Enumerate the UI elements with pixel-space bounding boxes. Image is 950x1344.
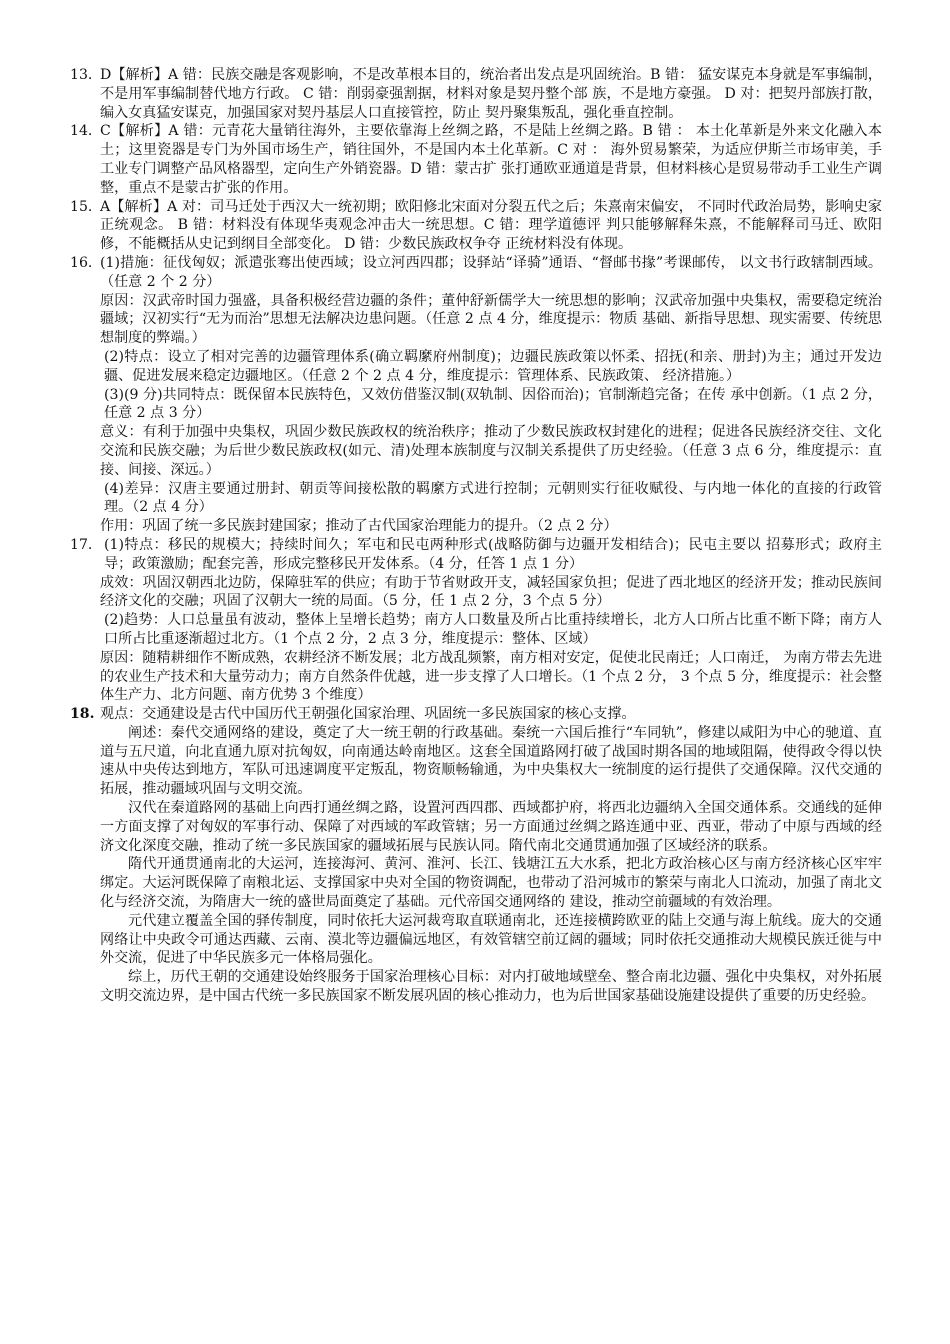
answer-paragraph: 原因：汉武帝时国力强盛，具备积极经营边疆的条件；董仲舒新儒学大一统思想的影响；汉武帝加强中央集权，需要稳定统治疆域；汉初实行“无为而治”思想无法解决边患问题。（任意 2 点 4 分，维度提示：物质 基础、新指导思想、现实需要、传统思想制度的弊端。） bbox=[100, 292, 882, 347]
question-number: 16. bbox=[70, 254, 93, 271]
answer-paragraph: 观点：交通建设是古代中国历代王朝强化国家治理、巩固统一多民族国家的核心支撑。 bbox=[100, 706, 636, 723]
answer-paragraph: 作用：巩固了统一多民族封建国家；推动了古代国家治理能力的提升。（2 点 2 分） bbox=[100, 518, 618, 535]
answer-item-13 bbox=[70, 66, 882, 122]
answer-paragraph: (2)趋势：人口总量虽有波动，整体上呈增长趋势；南方人口数量及所占比重持续增长，北方人口所占比重不断下降；南方人口所占比重逐渐超过北方。（1 个点 2 分，2 点 3 分，维度提示：整体、区域） bbox=[104, 612, 882, 647]
answer-paragraph: 阐述：秦代交通网络的建设，奠定了大一统王朝的行政基础。秦统一六国后推行“车同轨”，修建以咸阳为中心的驰道、直道与五尺道，向北直通九原对抗匈奴，向南通达岭南地区。这套全国道路网打破了战国时期各国的地域阻隔，使得政令得以快速从中央传达到地方，军队可迅速调度平定叛乱，物资顺畅输通，为中央集权大一统制度的运行提供了交通保障。汉代交通的拓展，推动疆域巩固与文明交流。 bbox=[100, 724, 882, 798]
answer-paragraph: (1)特点：移民的规模大；持续时间久；军屯和民屯两种形式(战略防御与边疆开发相结合)；民屯主要以 招募形式；政府主导；政策激励；配套完善，形成完整移民开发体系。（4 分，任答 1 点 1 分） bbox=[104, 536, 882, 572]
answer-paragraph: (2)特点：设立了相对完善的边疆管理体系(确立羁縻府州制度)；边疆民族政策以怀柔、招抚(和亲、册封)为主；通过开发边疆、促进发展来稳定边疆地区。（任意 2 个 2 点 4 分，维度提示：管理体系、民族政策、 经济措施。） bbox=[104, 348, 882, 384]
question-number: 17. bbox=[70, 536, 93, 553]
answer-paragraph: (4)差异：汉唐主要通过册封、朝贡等间接松散的羁縻方式进行控制；元朝则实行征收赋役、与内地一体化的直接的行政管理。（2 点 4 分） bbox=[104, 480, 882, 516]
answer-item-15 bbox=[70, 198, 882, 254]
answer-item-14 bbox=[70, 122, 882, 197]
answer-item-17 bbox=[70, 536, 882, 705]
question-number: 15. bbox=[70, 198, 93, 215]
answer-paragraph: 综上，历代王朝的交通建设始终服务于国家治理核心目标：对内打破地域壁垒、整合南北边疆、强化中央集权，对外拓展文明交流边界，是中国古代统一多民族国家不断发展巩固的核心推动力，也为后世国家基础设施建设提供了重要的历史经验。 bbox=[100, 969, 882, 1005]
answer-paragraph: 原因：随精耕细作不断成熟，农耕经济不断发展；北方战乱频繁，南方相对安定，促使北民南迁；人口南迁， 为南方带去先进的农业生产技术和大量劳动力；南方自然条件优越，进一步支撑了人口增长。（1 个点 2 分， 3 个点 5 分，维度提示：社会整体生产力、北方问题、南方优势 3 个维度） bbox=[100, 649, 882, 704]
answer-paragraph: (3)(9 分)共同特点：既保留本民族特色，又效仿借鉴汉制(双轨制、因俗而治)；官制渐趋完备；在传 承中创新。（1 点 2 分，任意 2 点 3 分） bbox=[104, 386, 882, 422]
answer-paragraph: D【解析】A 错：民族交融是客观影响，不是改革根本目的，统治者出发点是巩固统治。B 错： 猛安谋克本身就是军事编制，不是用军事编制替代地方行政。 C 错：削弱豪强割据，材料对象是契丹整个部 族，不是地方豪强。 D 对：把契丹部族打散，编入女真猛安谋克，加强国家对契丹基层人口直接管控，防止 契丹聚集叛乱，强化垂直控制。 bbox=[100, 67, 882, 121]
answer-sheet bbox=[70, 66, 882, 1006]
question-number: 18. bbox=[70, 706, 95, 723]
answer-paragraph: C【解析】A 错：元青花大量销往海外，主要依靠海上丝绸之路，不是陆上丝绸之路。B 错 ： 本土化革新是外来文化融入本土；这里瓷器是专门为外国市场生产，销往国外，不是国内本土化革新。C 对 ： 海外贸易繁荣，为适应伊斯兰市场审美，手工业专门调整产品风格器型，定向生产外销瓷器。D 错：蒙古扩 张打通欧亚通道是背景，但材料核心是贸易带动手工业生产调整，重点不是蒙古扩张的作用。 bbox=[100, 123, 882, 196]
question-number: 13. bbox=[70, 67, 93, 83]
question-number: 14. bbox=[70, 123, 93, 140]
answer-paragraph: A【解析】A 对：司马迁处于西汉大一统初期；欧阳修北宋面对分裂五代之后；朱熹南宋偏安， 不同时代政治局势，影响史家正统观念。 B 错：材料没有体现华夷观念冲击大一统思想。C 错：理学道德评 判只能够解释朱熹，不能解释司马迁、欧阳修，不能概括从史记到纲目全部变化。 D 错：少数民族政权争夺 正统材料没有体现。 bbox=[100, 198, 882, 253]
answer-paragraph: 隋代开通贯通南北的大运河，连接海河、黄河、淮河、长江、钱塘江五大水系，把北方政治核心区与南方经济核心区牢牢绑定。大运河既保障了南粮北运、支撑国家中央对全国的物资调配，也带动了沿河城市的繁荣与南北人口流动，加强了南北文化与经济交流，为隋唐大一统的盛世局面奠定了基础。元代帝国交通网络的 建设，推动空前疆域的有效治理。 bbox=[100, 856, 882, 911]
answer-item-18 bbox=[70, 705, 882, 1006]
answer-item-16 bbox=[70, 254, 882, 536]
answer-paragraph: 意义：有利于加强中央集权，巩固少数民族政权的统治秩序；推动了少数民族政权封建化的进程；促进各民族经济交往、文化交流和民族交融；为后世少数民族政权(如元、清)处理本族制度与汉制关系提供了历史经验。（任意 3 点 6 分，维度提示：直接、间接、深远。） bbox=[100, 424, 882, 478]
answer-paragraph: 汉代在秦道路网的基础上向西打通丝绸之路，设置河西四郡、西域都护府，将西北边疆纳入全国交通体系。交通线的延伸一方面支撑了对匈奴的军事行动、保障了对西域的军政管辖；另一方面通过丝绸之路连通中亚、西亚，带动了中原与西域的经济文化深度交融，推动了统一多民族国家的疆域拓展与民族认同。隋代南北交通贯通加强了区域经济的联系。 bbox=[100, 800, 882, 854]
answer-paragraph: 成效：巩固汉朝西北边防，保障驻军的供应；有助于节省财政开支，减轻国家负担；促进了西北地区的经济开发；推动民族间经济文化的交融；巩固了汉朝大一统的局面。（5 分，任 1 点 2 分，3 个点 5 分） bbox=[100, 574, 882, 610]
answer-paragraph: (1)措施：征伐匈奴；派遣张骞出使西域；设立河西四郡；设驿站“译骑”通语、“督邮书掾”考课邮传， 以文书行政辖制西域。（任意 2 个 2 分） bbox=[100, 254, 882, 290]
answer-paragraph: 元代建立覆盖全国的驿传制度，同时依托大运河裁弯取直联通南北，还连接横跨欧亚的陆上交通与海上航线。庞大的交通网络让中央政令可通达西藏、云南、漠北等边疆偏远地区，有效管辖空前辽阔的疆域；同时依托交通推动大规模民族迁徙与中外交流，促进了中华民族多元一体格局强化。 bbox=[100, 912, 882, 967]
